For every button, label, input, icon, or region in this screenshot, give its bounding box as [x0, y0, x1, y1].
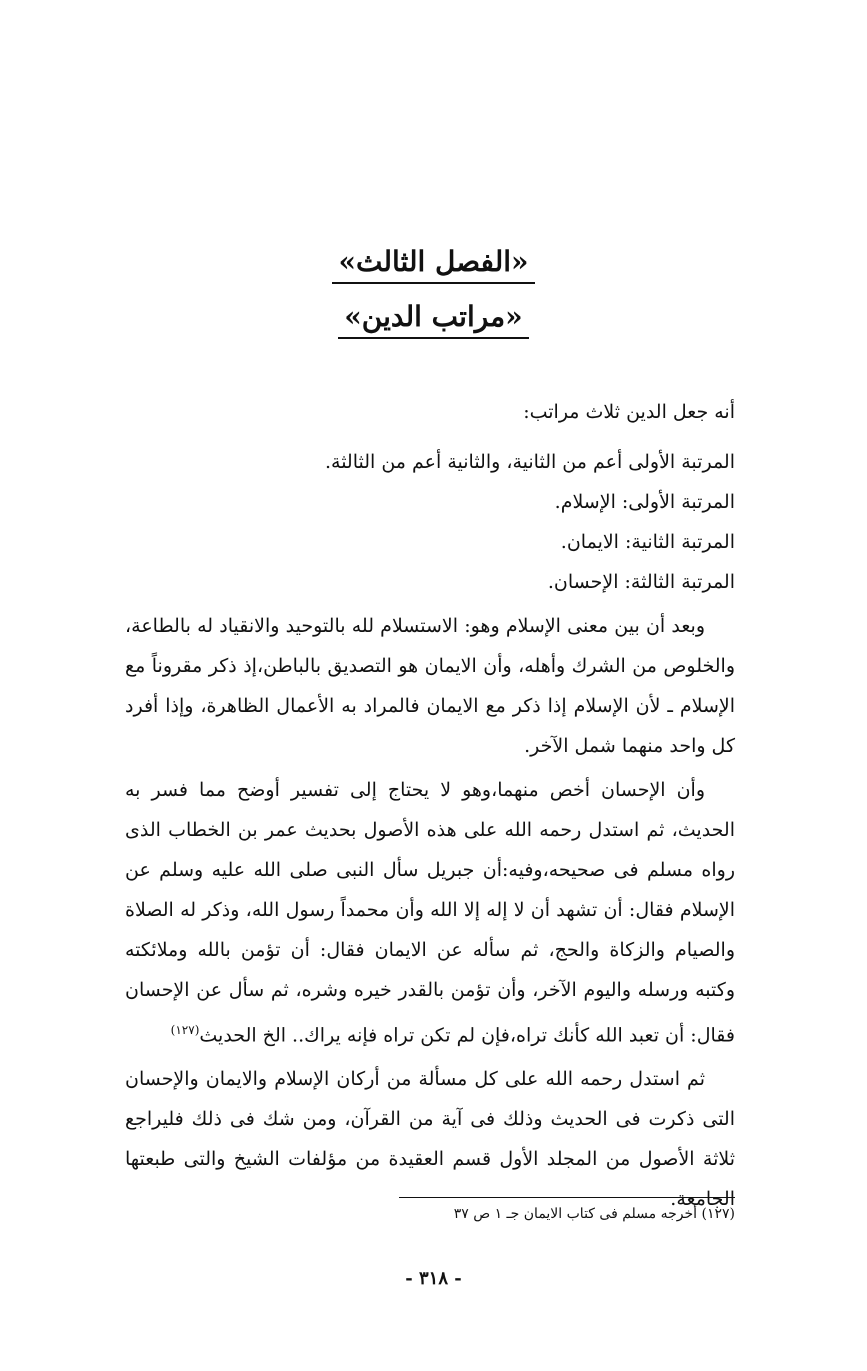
chapter-title: «الفصل الثالث»: [332, 245, 534, 284]
paragraph-evidence: ثم استدل رحمه الله على كل مسألة من أركان الإسلام والايمان والإحسان التى ذكرت فى الحديث وذلك فى آية من القرآن، ومن شك فى ذلك فليراجع ثلاثة الأصول من المجلد الأول قسم العقيدة من مؤلفات الشيخ والتى طبعتها الجامعة.: [125, 1068, 735, 1211]
paragraph-hadith: [125, 770, 735, 1055]
footnote-divider: [399, 1197, 735, 1198]
paragraph-islam: وبعد أن بين معنى الإسلام وهو: الاستسلام لله بالتوحيد والانقياد له بالطاعة، والخلوص من الشرك وأهله، وأن الايمان هو التصديق بالباطن،إذ ذكر مقروناً مع الإسلام ـ لأن الإسلام إذا ذكر مع الايمان فالمراد به الأعمال الظاهرة، وإذا أفرد كل واحد منهما شمل الآخر.: [125, 615, 735, 757]
page-number: - ٣١٨ -: [405, 1268, 462, 1289]
heading-block: [0, 245, 867, 355]
body-text: [125, 392, 735, 1219]
footnote: (١٢٧) أخرجه مسلم فى كتاب الايمان جـ ١ ص ٣٧: [453, 1206, 735, 1222]
footnote-reference: (١٢٧): [170, 1023, 200, 1037]
rank-third: المرتبة الثالثة: الإحسان.: [547, 571, 735, 593]
paragraph-hadith-text: وأن الإحسان أخص منهما،وهو لا يحتاج إلى تفسير أوضح مما فسر به الحديث، ثم استدل رحمه الله على هذه الأصول بحديث عمر بن الخطاب الذى رواه مسلم فى صحيحه،وفيه:أن جبريل سأل النبى صلى الله عليه وسلم عن الإسلام فقال: أن تشهد أن لا إله إلا الله وأن محمداً رسول الله، وذكر له الصلاة والصيام والزكاة والحج، ثم سأله عن الايمان فقال: أن تؤمن بالله وملائكته وكتبه ورسله واليوم الآخر، وأن تؤمن بالقدر خيره وشره، ثم سأل عن الإحسان فقال: أن تعبد الله كأنك تراه،فإن لم تكن تراه فإنه يراك.. الخ الحديث: [125, 779, 735, 1047]
intro-line: أنه جعل الدين ثلاث مراتب:: [523, 401, 735, 423]
rank-summary: المرتبة الأولى أعم من الثانية، والثانية أعم من الثالثة.: [324, 451, 735, 473]
rank-first: المرتبة الأولى: الإسلام.: [554, 491, 735, 513]
section-subtitle: «مراتب الدين»: [338, 300, 528, 339]
rank-second: المرتبة الثانية: الايمان.: [560, 531, 735, 553]
